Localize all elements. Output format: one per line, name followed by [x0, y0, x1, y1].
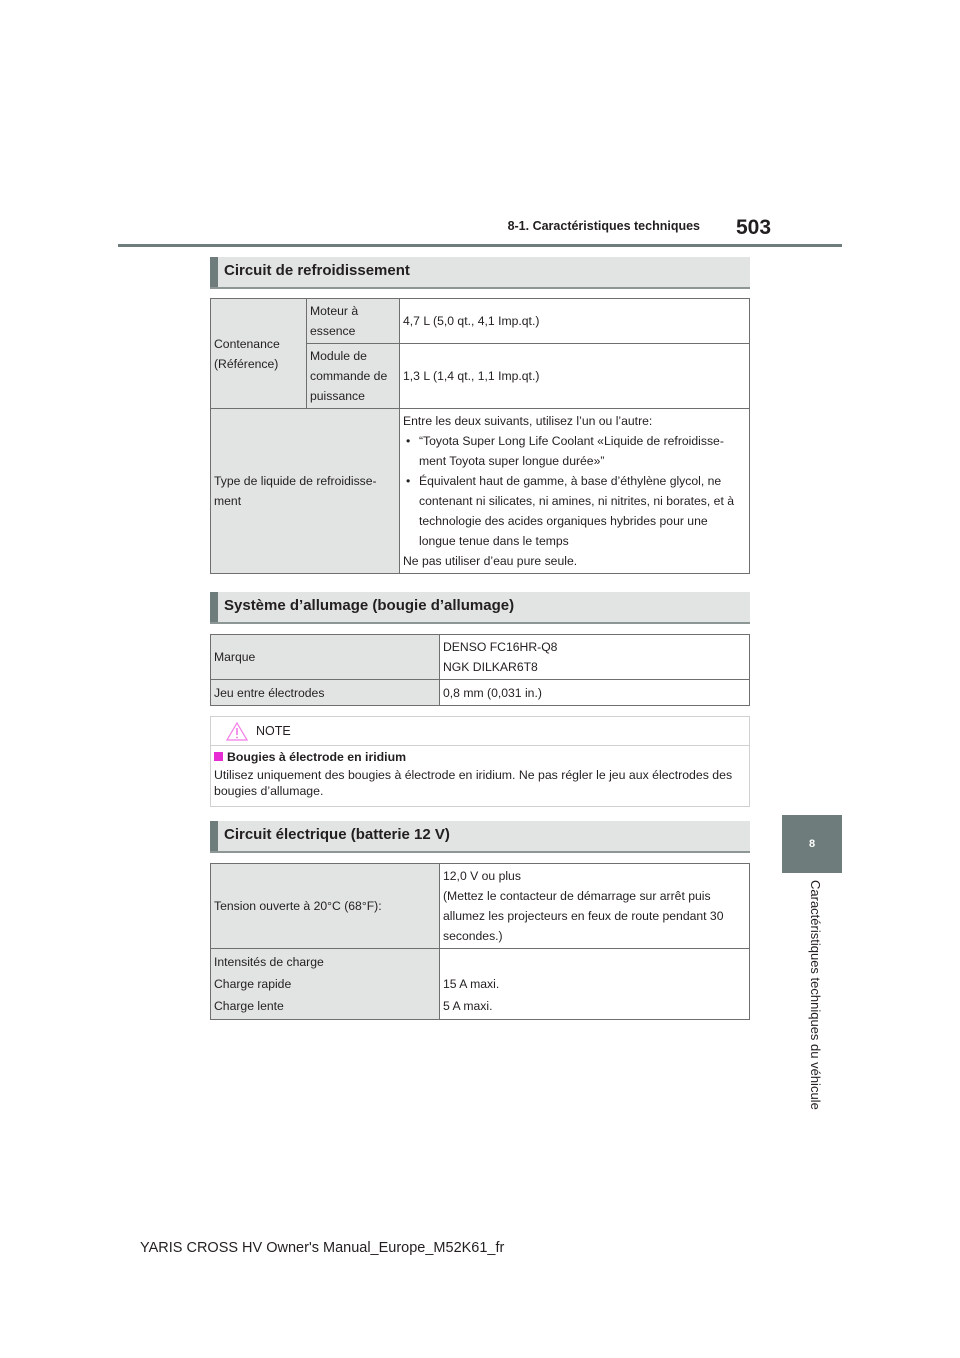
square-bullet-icon — [214, 752, 223, 761]
fast-charge-value: 15 A maxi. — [443, 977, 500, 991]
chapter-tab — [782, 815, 842, 873]
table-row — [211, 864, 750, 949]
brand-value: DENSO FC16HR-Q8 — [443, 640, 558, 654]
heading-accent-bar — [210, 257, 218, 287]
list-item: • Équivalent haut de gamme, à base d’éthylène glycol, ne contenant ni silicates, ni amines, ni nitrites, ni borates, et à technologie des acides organiques hybrides pour une longue tenue dans le temps — [419, 471, 746, 551]
section-title: Circuit électrique (batterie 12 V) — [224, 826, 450, 843]
note-body: Utilisez uniquement des bougies à électrode en iridium. Ne pas régler le jeu aux électrodes des bougies d’allumage. — [214, 768, 733, 798]
voltage-note: (Mettez le contacteur de démarrage sur arrêt puis allumez les projecteurs en feux de route pendant 30 secondes.) — [443, 889, 724, 943]
cooling-spec-table — [210, 298, 750, 574]
heading-accent-bar — [210, 592, 218, 622]
voltage-value: 12,0 V ou plus — [443, 869, 521, 883]
running-header: 8-1. Caractéristiques techniques — [507, 219, 700, 233]
table-row — [211, 299, 750, 344]
gap-label: Jeu entre électrodes — [211, 680, 440, 706]
coolant-type-label: Type de liquide de refroidisse-ment — [211, 409, 400, 574]
table-row — [211, 635, 750, 680]
value-cell: 4,7 L (5,0 qt., 4,1 Imp.qt.) — [400, 299, 750, 344]
brand-values — [440, 635, 750, 680]
table-row — [211, 409, 750, 574]
slow-charge-label: Charge lente — [214, 999, 284, 1013]
header-divider — [118, 244, 842, 247]
section-heading-electrical — [210, 821, 750, 853]
note-header — [211, 717, 749, 746]
footer-text: YARIS CROSS HV Owner's Manual_Europe_M52K61_fr — [140, 1240, 505, 1256]
charge-values — [440, 949, 750, 1020]
section-title: Circuit de refroidissement — [224, 262, 410, 279]
coolant-warning: Ne pas utiliser d’eau pure seule. — [403, 554, 578, 568]
charge-labels — [211, 949, 440, 1020]
coolant-intro: Entre les deux suivants, utilisez l’un ou l’autre: — [403, 414, 653, 428]
charge-label: Intensités de charge — [214, 955, 324, 969]
coolant-type-value — [400, 409, 750, 574]
note-box — [210, 716, 750, 807]
brand-label: Marque — [211, 635, 440, 680]
sub-label: Module de commande de puissance — [307, 344, 400, 409]
list-item: • “Toyota Super Long Life Coolant «Liquide de refroidisse-ment Toyota super longue durée»” — [419, 431, 746, 471]
table-row — [211, 949, 750, 1020]
page-number: 503 — [736, 216, 772, 239]
fast-charge-label: Charge rapide — [214, 977, 292, 991]
note-title: NOTE — [256, 724, 291, 738]
brand-value: NGK DILKAR6T8 — [443, 660, 538, 674]
capacity-label: Contenance (Référence) — [211, 299, 307, 409]
gap-value: 0,8 mm (0,031 in.) — [440, 680, 750, 706]
section-heading-cooling — [210, 257, 750, 289]
table-row — [211, 680, 750, 706]
voltage-value-cell — [440, 864, 750, 949]
note-subtitle: Bougies à électrode en iridium — [227, 750, 407, 764]
electrical-spec-table — [210, 863, 750, 1020]
sub-label: Moteur à essence — [307, 299, 400, 344]
slow-charge-value: 5 A maxi. — [443, 999, 493, 1013]
warning-triangle-icon — [226, 722, 248, 741]
chapter-label-vertical — [803, 880, 823, 1125]
ignition-spec-table — [210, 634, 750, 706]
note-subtitle-row — [214, 750, 406, 764]
heading-accent-bar — [210, 821, 218, 851]
section-title: Système d’allumage (bougie d’allumage) — [224, 597, 515, 614]
section-heading-ignition — [210, 592, 750, 624]
coolant-options-list — [403, 431, 746, 551]
chapter-number: 8 — [808, 838, 816, 850]
voltage-label: Tension ouverte à 20°C (68°F): — [211, 864, 440, 949]
value-cell: 1,3 L (1,4 qt., 1,1 Imp.qt.) — [400, 344, 750, 409]
chapter-label: Caractéristiques techniques du véhicule — [808, 880, 823, 1110]
